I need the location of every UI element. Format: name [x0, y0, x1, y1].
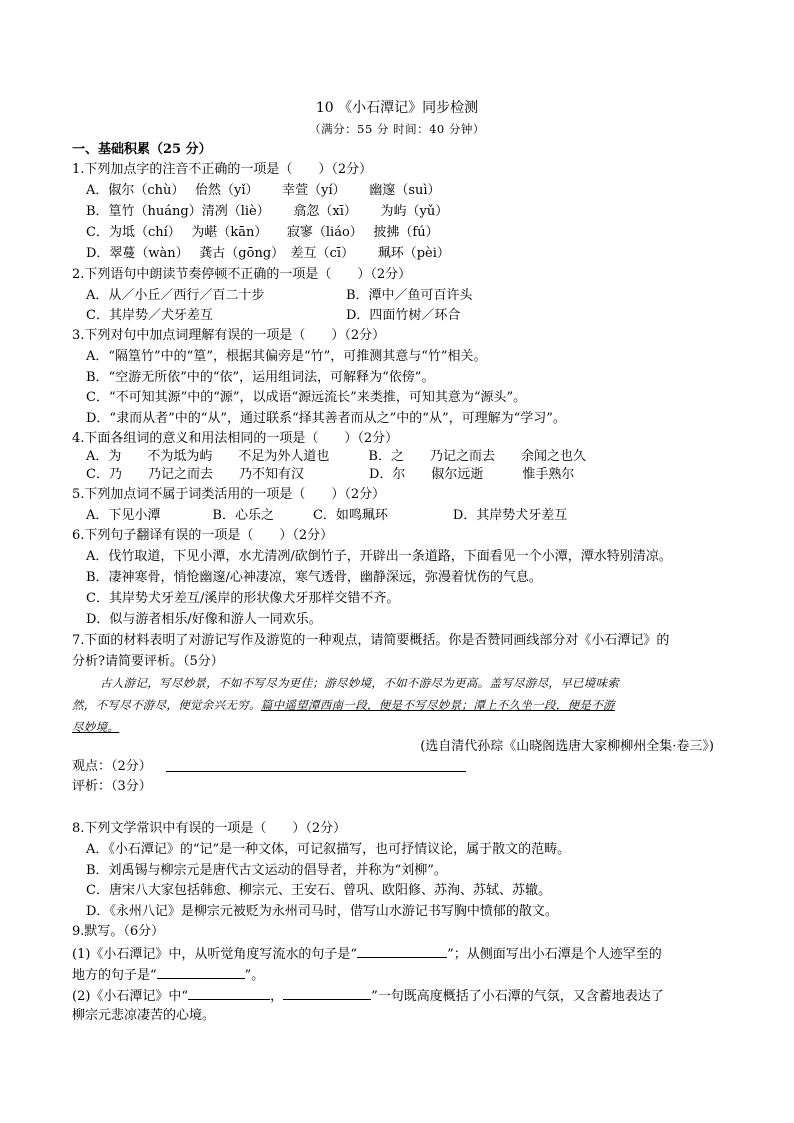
q9-blank-2[interactable]: [157, 965, 245, 979]
q4-stem: 4.下面各组词的意义和用法相同的一项是（ ）（2分）: [72, 431, 399, 446]
q6-stem: 6.下列句子翻译有误的一项是（ ）（2分）: [72, 528, 334, 543]
q8-option-b: B．刘禹锡与柳宗元是唐代古文运动的倡导者，并称为“刘柳”。: [86, 863, 447, 878]
q7-passage-line1: 古人游记，写尽妙景，不如不写尽为更佳；游尽妙境，不如不游尽为更高。盖写尽游尽，早已境味索: [100, 676, 620, 690]
q3-option-d: D．“隶而从者”中的“从”，通过联系“择其善者而从之”中的“从”，可理解为“学习”。: [86, 411, 566, 426]
q7-passage-line2: [72, 697, 615, 714]
q3-option-c: C．“不可知其源”中的“源”，以成语“源远流长”来类推，可知其意为“源头”。: [86, 390, 527, 405]
q5-stem: 5.下列加点词不属于词类活用的一项是（ ）（2分）: [72, 487, 386, 502]
page-subtitle: （满分：55 分 时间：40 分钟）: [309, 122, 485, 136]
q7-passage-underlined: 篇中遥望潭西南一段，便是不写尽妙景；潭上不久坐一段，便是不游: [260, 698, 615, 712]
q6-option-b: B．凄神寒骨，悄怆幽邃/心神凄凉，寒气透骨，幽静深远，弥漫着忧伤的气息。: [86, 570, 542, 585]
q7-viewpoint-label: 观点：（2分）: [72, 759, 152, 774]
q9-blank-4[interactable]: [283, 986, 371, 1000]
q7-stem-line2: 分析?请简要评析。（5分）: [72, 654, 224, 669]
q7-passage-line3: 尽妙境。: [72, 720, 120, 734]
q9-part1-line2: [72, 965, 264, 984]
q9-part2-comma: ，: [270, 989, 284, 1004]
q8-option-a: A．《小石潭记》的“记”是一种文体，可记叙描写，也可抒情议论，属于散文的范畴。: [86, 842, 571, 857]
q9-part2-prefix: (2)《小石潭记》中“: [72, 989, 189, 1004]
q9-part1-line2-prefix: 地方的句子是“: [72, 968, 157, 983]
q7-passage-plain: 然，不写尽不游尽，便觉余兴无穷。: [72, 698, 261, 712]
q9-blank-1[interactable]: [357, 944, 447, 958]
q2-option-b: B．潭中／鱼可百许头: [346, 288, 473, 303]
q5-options: A．下见小潭 B．心乐之 C．如鸣珮环 D．其岸势犬牙差互: [86, 508, 568, 523]
q3-option-b: B．“空游无所依”中的“依”，运用组词法，可解释为“依傍”。: [86, 370, 435, 385]
q6-option-a: A．伐竹取道，下见小潭，水尤清冽/砍倒竹子，开辟出一条道路，下面看见一个小潭，潭水特别清凉。: [86, 549, 672, 564]
q3-stem: 3.下列对句中加点词理解有误的一项是（ ）（2分）: [72, 328, 386, 343]
q9-part2-line2: 柳宗元悲凉凄苦的心境。: [72, 1008, 216, 1023]
q9-stem: 9.默写。（6分）: [72, 924, 165, 939]
q9-part2-line1: [72, 986, 664, 1005]
q9-part1-prefix: (1)《小石潭记》中，从听觉角度写流水的句子是“: [72, 947, 358, 962]
q6-option-d: D．似与游者相乐/好像和游人一同欢乐。: [86, 612, 322, 627]
q4-options-row1: A．为 不为坻为屿 不足为外人道也 B．之 乃记之而去 余闻之也久: [86, 449, 586, 464]
q2-option-d: D．四面竹树／环合: [346, 308, 461, 323]
q9-part2-suffix: ”一句既高度概括了小石潭的气氛，又含蓄地表达了: [371, 989, 664, 1004]
q7-stem-line1: 7.下面的材料表明了对游记写作及游览的一种观点，请简要概括。你是否赞同画线部分对《小石潭记》的: [72, 633, 670, 648]
q8-option-c: C．唐宋八大家包括韩愈、柳宗元、王安石、曾巩、欧阳修、苏洵、苏轼、苏辙。: [86, 883, 551, 898]
q8-stem: 8.下列文学常识中有误的一项是（ ）（2分）: [72, 821, 347, 836]
q4-options-row2: C．乃 乃记之而去 乃不知有汉 D．尔 俶尔远逝 惟手熟尔: [86, 467, 575, 482]
q7-comment-label: 评析：（3分）: [72, 779, 152, 794]
q1-option-d: D．翠蔓（wàn） 龚古（gōng） 差互（cī） 珮环（pèi）: [86, 246, 450, 261]
q9-blank-3[interactable]: [188, 986, 270, 1000]
q1-option-a: A．俶尔（chù） 佁然（yǐ） 幸萱（yí） 幽邃（suì）: [86, 183, 441, 198]
q3-option-a: A．“隔篁竹”中的“篁”，根据其偏旁是“竹”，可推测其意与“竹”相关。: [86, 349, 487, 364]
q1-option-c: C．为坻（chí） 为嵁（kān） 寂寥（liáo） 披拂（fú）: [86, 225, 439, 240]
q2-option-c: C．其岸势／犬牙差互: [86, 308, 213, 323]
q6-option-c: C．其岸势犬牙差互/溪岸的形状像犬牙那样交错不齐。: [86, 591, 400, 606]
section-heading: 一、基础积累（25 分）: [72, 142, 212, 157]
q9-part1-suffix: ”；从侧面写出小石潭是个人迹罕至的: [447, 947, 662, 962]
viewpoint-answer-line[interactable]: [166, 771, 466, 772]
page-title: 10 《小石潭记》同步检测: [315, 100, 479, 116]
q1-stem: 1.下列加点字的注音不正确的一项是（ ）（2分）: [72, 162, 373, 177]
q2-stem: 2.下列语句中朗读节奏停顿不正确的一项是（ ）（2分）: [72, 267, 412, 282]
q7-source: (选自清代孙琮《山晓阁选唐大家柳柳州全集·卷三》): [420, 739, 714, 754]
q1-option-b: B．篁竹（huáng）清冽（liè） 翕忽（xī） 为屿（yǔ）: [86, 204, 449, 219]
q2-option-a: A．从／小丘／西行／百二十步: [86, 288, 265, 303]
q9-part1-line2-suffix: ”。: [244, 968, 265, 983]
q8-option-d: D．《永州八记》是柳宗元被贬为永州司马时，借写山水游记书写胸中愤郁的散文。: [86, 904, 558, 919]
q9-part1-line1: [72, 944, 662, 963]
